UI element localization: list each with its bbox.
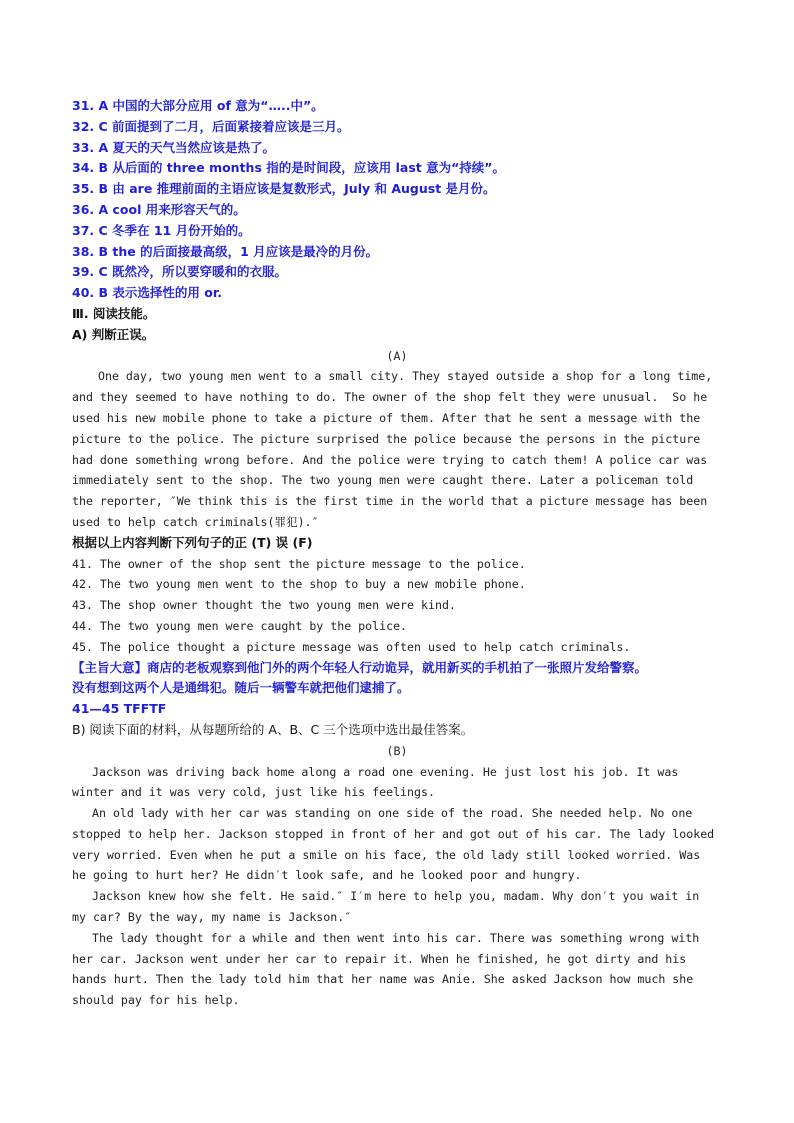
answer-explanation-38: 38. B the 的后面接最高级，1 月应该是最冷的月份。 [72,243,379,259]
passage-b-line: very worried. Even when he put a smile on his face, the old lady still looked worried. Was [72,847,701,862]
answer-explanation-36: 36. A cool 用来形容天气的。 [72,201,246,217]
passage-a-line: picture to the police. The picture surprised the police because the persons in the picture [72,431,701,446]
answer-explanation-32: 32. C 前面提到了二月，后面紧接着应该是三月。 [72,118,350,134]
passage-b-line: Jackson was driving back home along a road one evening. He just lost his job. It was [92,764,679,779]
passage-b-line: my car? By the way, my name is Jackson.″ [72,910,352,925]
section-title: Ⅲ. 阅读技能。 [72,305,156,321]
question-42: 42. The two young men went to the shop to buy a new mobile phone. [72,577,526,592]
passage-b-line: he going to hurt her? He didn′t look safe, and he looked poor and hungry. [72,868,582,883]
answer-explanation-40: 40. B 表示选择性的用 or. [72,285,222,301]
passage-b-label: (B) [386,743,408,758]
main-idea-summary: 【主旨大意】商店的老板观察到他门外的两个年轻人行动诡异，就用新买的手机拍了一张照片发给警察。 [72,659,648,675]
passage-a-line: used to help catch criminals(罪犯).″ [72,514,319,529]
answer-explanation-31: 31. A 中国的大部分应用 of 意为“…..中”。 [72,98,324,113]
question-list [72,554,722,658]
part-a-title: A) 判断正误。 [72,326,155,342]
answer-explanation-39: 39. C 既然冷，所以要穿暖和的衣服。 [72,264,288,280]
passage-a-line: the reporter, ″We think this is the first time in the world that a picture message has been [72,494,708,509]
document-page [72,96,722,1011]
passage-b-line: should pay for his help. [72,993,240,1008]
true-false-instruction: 根据以上内容判断下列句子的正 (T) 误 (F) [72,534,313,550]
passage-a-line: used his new mobile phone to take a picture of them. After that he sent a message with the [72,410,701,425]
main-idea-summary-continued: 没有想到这两个人是通缉犯。随后一辆警车就把他们逮捕了。 [72,680,410,696]
passage-b-line: her car. Jackson went under her car to repair it. When he finished, he got dirty and his [72,951,687,966]
passage-a [72,366,722,532]
passage-b-line: The lady thought for a while and then went into his car. There was something wrong with [92,930,700,945]
answer-explanation-34: 34. B 从后面的 three months 指的是时间段，应该用 last 意为“持续”。 [72,160,506,176]
passage-a-label: (A) [386,348,408,363]
passage-b-line: An old lady with her car was standing on one side of the road. She needed help. No one [92,806,693,821]
passage-b-line: winter and it was very cold, just like his feelings. [72,785,435,800]
passage-b-line: Jackson knew how she felt. He said.″ I′m here to help you, madam. Why don′t you wait in [92,889,700,904]
passage-a-line: One day, two young men went to a small city. They stayed outside a shop for a long time, [98,369,713,384]
answer-explanation-37: 37. C 冬季在 11 月份开始的。 [72,222,251,238]
passage-b [72,762,722,1012]
passage-a-line: immediately sent to the shop. The two young men were caught there. Later a policeman told [72,473,694,488]
part-b-title: B) 阅读下面的材料，从每题所给的 A、B、C 三个选项中选出最佳答案。 [72,721,474,737]
question-41: 41. The owner of the shop sent the picture message to the police. [72,556,526,571]
question-45: 45. The police thought a picture message was often used to help catch criminals. [72,639,631,654]
answer-key: 41—45 TFFTF [72,701,167,717]
passage-a-line: had done something wrong before. And the police were trying to catch them! A police car was [72,452,708,467]
question-44: 44. The two young men were caught by the police. [72,618,408,633]
passage-b-line: stopped to help her. Jackson stopped in front of her and got out of his car. The lady looked [72,826,715,841]
question-43: 43. The shop owner thought the two young men were kind. [72,598,456,613]
passage-a-line: and they seemed to have nothing to do. The owner of the shop felt they were unusual. So he [72,390,708,405]
answer-explanation-35: 35. B 由 are 推理前面的主语应该是复数形式，July 和 August 是月份。 [72,181,496,197]
answer-explanation-33: 33. A 夏天的天气当然应该是热了。 [72,139,276,155]
passage-b-line: hands hurt. Then the lady told him that her name was Anie. She asked Jackson how much she [72,972,694,987]
